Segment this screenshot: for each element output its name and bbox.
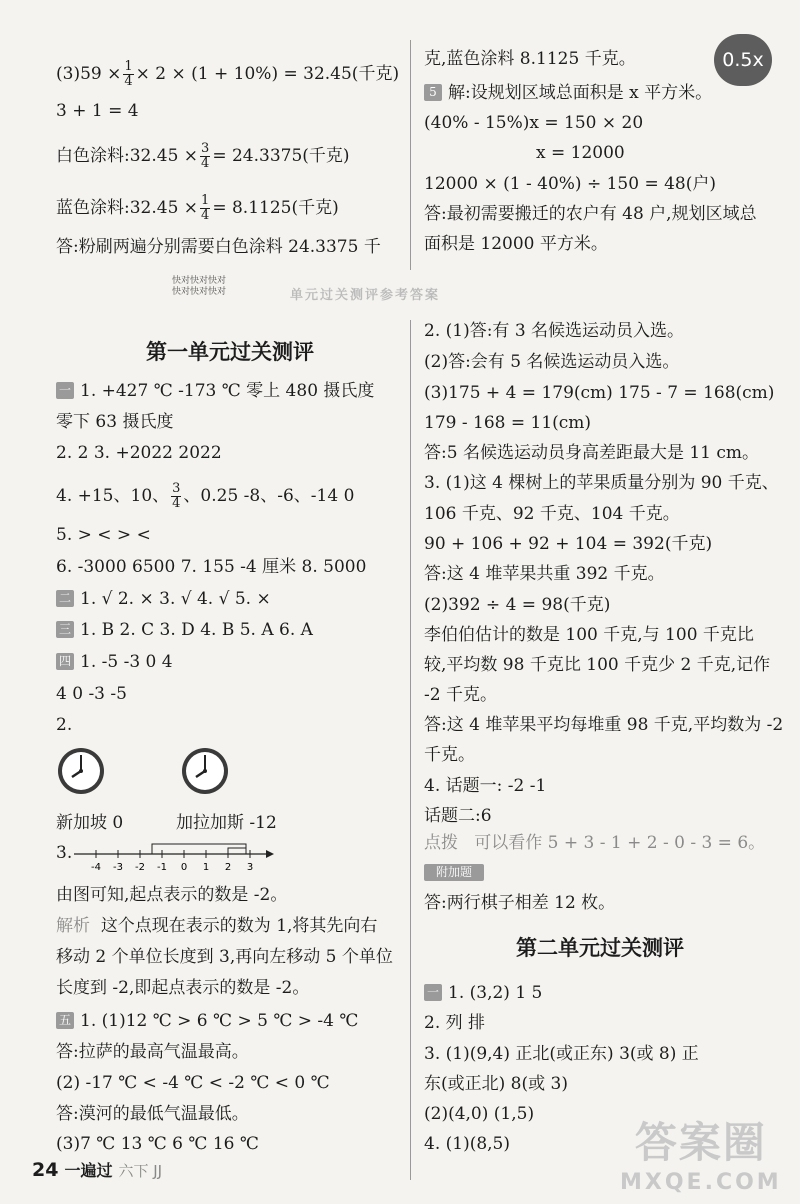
fraction: $\frac{1}{4}$: [201, 193, 210, 223]
answer-line: 5. > < > <: [56, 525, 151, 545]
answer-line: 答:5 名候选运动员身高差距最大是 11 cm。: [424, 443, 760, 463]
answer-line: 3 + 1 = 4: [56, 101, 139, 121]
number-line-tick-label: 3: [246, 862, 254, 873]
answer-line: 答:这 4 堆苹果平均每堆重 98 千克,平均数为 -2: [424, 715, 784, 735]
answer-line: 4. (1)(8,5): [424, 1134, 511, 1154]
answer-line: 答:漠河的最低气温最低。: [56, 1104, 249, 1124]
answer-line: 3. (1)这 4 棵树上的苹果质量分别为 90 千克、: [424, 473, 779, 493]
section-tag: 三: [56, 621, 74, 638]
answer-line: 答:粉刷两遍分别需要白色涂料 24.3375 千: [56, 237, 381, 257]
column-divider-bottom: [410, 320, 411, 1180]
section-tag: 五: [56, 1012, 74, 1029]
answer-line: (3)59 × $\frac{1}{4}$ × 2 × (1 + 10%) = 32.45(千克): [56, 59, 400, 89]
answer-line: (2) -17 ℃ < -4 ℃ < -2 ℃ < 0 ℃: [56, 1073, 330, 1093]
answer-line: 2.: [56, 715, 73, 735]
section-banner: 单元过关测评参考答案: [290, 288, 441, 303]
answer-line: 3.: [56, 843, 73, 863]
answer-line: 长度到 -2,即起点表示的数是 -2。: [56, 978, 310, 998]
answer-line: 一 1. +427 ℃ -173 ℃ 零上 480 摄氏度: [56, 380, 374, 402]
unit-title: 第二单元过关测评: [516, 936, 684, 960]
clock-icon-caracas: [180, 746, 230, 796]
answer-line: (2)(4,0) (1,5): [424, 1104, 535, 1124]
answer-line: (3)175 + 4 = 179(cm) 175 - 7 = 168(cm): [424, 383, 775, 403]
number-line-tick-label: -3: [113, 862, 123, 873]
number-line-tick-label: -2: [135, 862, 145, 873]
section-tag: 一: [56, 382, 74, 399]
page-number: 24: [32, 1159, 59, 1181]
tip-line: 点拨 可以看作 5 + 3 - 1 + 2 - 0 - 3 = 6。: [424, 833, 766, 853]
playback-speed-badge[interactable]: 0.5x: [714, 34, 772, 86]
column-divider-top: [410, 40, 411, 270]
page-footer: [32, 1158, 162, 1181]
answer-line: 6. -3000 6500 7. 155 -4 厘米 8. 5000: [56, 557, 367, 577]
grade-label: 六下 JJ: [118, 1162, 163, 1180]
answer-line: 答:两行棋子相差 12 枚。: [424, 893, 616, 913]
answer-line: -2 千克。: [424, 685, 497, 705]
answer-line: 白色涂料:32.45 × $\frac{3}{4}$ = 24.3375(千克): [56, 141, 350, 171]
answer-line: 蓝色涂料:32.45 × $\frac{1}{4}$ = 8.1125(千克): [56, 193, 339, 223]
answer-line: 179 - 168 = 11(cm): [424, 413, 592, 433]
answer-line: 12000 × (1 - 40%) ÷ 150 = 48(户): [424, 174, 716, 194]
answer-line: 4. +15、10、 $\frac{3}{4}$ 、0.25 -8、-6、-14 0: [56, 481, 355, 511]
section-tag: 一: [424, 984, 442, 1001]
number-line: [74, 840, 274, 874]
extra-question-tag: 附加题: [424, 864, 484, 881]
answer-line: (40% - 15%)x = 150 × 20: [424, 113, 644, 133]
answer-line: 4. 话题一: -2 -1: [424, 776, 547, 796]
answer-line: 四 1. -5 -3 0 4: [56, 651, 173, 673]
stamp-text: 快对快对快对 快对快对快对: [172, 276, 227, 297]
section-tag: 二: [56, 590, 74, 607]
answer-line: 90 + 106 + 92 + 104 = 392(千克): [424, 534, 713, 554]
answer-line: 移动 2 个单位长度到 3,再向左移动 5 个单位: [56, 947, 393, 967]
answer-line: 106 千克、92 千克、104 千克。: [424, 504, 680, 524]
answer-line: 4 0 -3 -5: [56, 684, 127, 704]
number-line-tick-label: 2: [224, 862, 232, 873]
answer-line: 五 1. (1)12 ℃ > 6 ℃ > 5 ℃ > -4 ℃: [56, 1010, 358, 1032]
answer-line: (3)7 ℃ 13 ℃ 6 ℃ 16 ℃: [56, 1134, 259, 1154]
answer-line: 由图可知,起点表示的数是 -2。: [56, 885, 288, 905]
analysis-label: 解析: [56, 916, 90, 936]
answer-line: 5 解:设规划区域总面积是 x 平方米。: [424, 82, 712, 104]
answer-line: 2. (1)答:有 3 名候选运动员入选。: [424, 321, 685, 341]
section-tag: 四: [56, 653, 74, 670]
answer-line: 面积是 12000 平方米。: [424, 234, 608, 254]
answer-line: x = 12000: [536, 143, 625, 163]
number-line-tick-label: 1: [202, 862, 210, 873]
watermark: 答案圈 MXQE.COM: [620, 1118, 782, 1195]
clock-label: 加拉加斯 -12: [176, 813, 277, 833]
answer-line: 答:这 4 堆苹果共重 392 千克。: [424, 564, 665, 584]
number-line-tick-label: -1: [157, 862, 167, 873]
answer-line: 2. 列 排: [424, 1013, 486, 1033]
number-line-tick-label: 0: [180, 862, 188, 873]
answer-line: 克,蓝色涂料 8.1125 千克。: [424, 49, 636, 69]
fraction: $\frac{3}{4}$: [201, 141, 210, 171]
brand-name: 一遍过: [64, 1161, 113, 1180]
question-number-tag: 5: [424, 84, 442, 101]
answer-line: 李伯伯估计的数是 100 千克,与 100 千克比: [424, 625, 754, 645]
answer-line: 东(或正北) 8(或 3): [424, 1074, 568, 1094]
tip-label: 点拨: [424, 833, 458, 853]
extra-question-header: [424, 862, 490, 884]
answer-line: 解析 这个点现在表示的数为 1,将其先向右: [56, 916, 378, 936]
answer-line: 零下 63 摄氏度: [56, 412, 174, 432]
clock-icon-singapore: [56, 746, 106, 796]
fraction: $\frac{1}{4}$: [124, 59, 133, 89]
answer-line: 三 1. B 2. C 3. D 4. B 5. A 6. A: [56, 619, 313, 641]
answer-line: 一 1. (3,2) 1 5: [424, 982, 542, 1004]
answer-line: 答:最初需要搬迁的农户有 48 户,规划区域总: [424, 204, 757, 224]
answer-line: 较,平均数 98 千克比 100 千克少 2 千克,记作: [424, 655, 771, 675]
unit-title: 第一单元过关测评: [146, 340, 314, 364]
answer-line: 二 1. √ 2. × 3. √ 4. √ 5. ×: [56, 588, 271, 610]
answer-line: (2)答:会有 5 名候选运动员入选。: [424, 352, 680, 372]
answer-line: 千克。: [424, 745, 475, 765]
answer-line: 3. (1)(9,4) 正北(或正东) 3(或 8) 正: [424, 1044, 699, 1064]
number-line-tick-label: -4: [91, 862, 101, 873]
answer-line: 2. 2 3. +2022 2022: [56, 443, 222, 463]
fraction: $\frac{3}{4}$: [172, 481, 181, 511]
answer-line: (2)392 ÷ 4 = 98(千克): [424, 595, 611, 615]
answer-line: 话题二:6: [424, 806, 492, 826]
clock-label: 新加坡 0: [56, 813, 124, 833]
answer-line: 答:拉萨的最高气温最高。: [56, 1042, 249, 1062]
